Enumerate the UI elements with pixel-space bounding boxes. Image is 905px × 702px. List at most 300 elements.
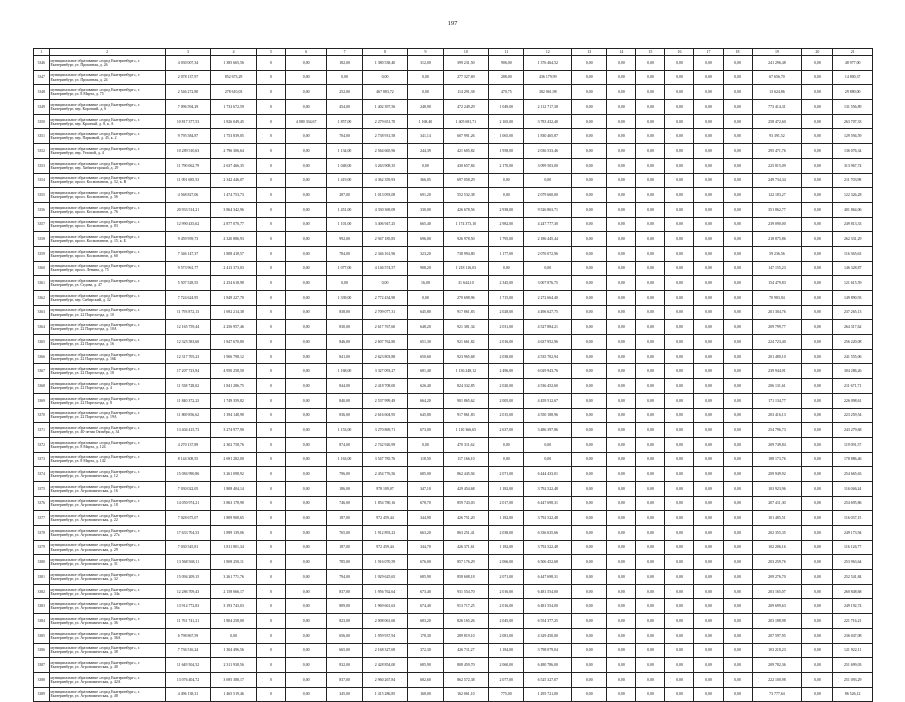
value-cell: 0,00 [636,232,665,247]
value-cell: 186,00 [327,481,362,496]
value-cell: 0,00 [802,672,833,687]
value-cell: 0,00 [802,584,833,599]
value-cell: 0,00 [636,540,665,555]
value-cell: 48 977,00 [833,56,873,71]
value-cell: 3 798 079,04 [524,643,572,658]
value-cell: 1 295 721,00 [524,687,572,702]
value-cell: 0,00 [802,349,833,364]
value-cell: 3 792 522,48 [524,481,572,496]
value-cell: 0,00 [723,232,752,247]
value-cell: 0,00 [665,246,694,261]
value-cell: 0,00 [665,129,694,144]
value-cell: 2 454 776,56 [362,467,408,482]
value-cell: 2 537 999,49 [362,393,408,408]
value-cell: 0,00 [636,202,665,217]
table-body [34,56,873,702]
value-cell: 345,00 [327,687,362,702]
row-number-cell: 3367 [34,364,50,379]
value-cell: 2 877 070,77 [211,217,257,232]
value-cell: 323,20 [408,246,443,261]
value-cell: 262 331,29 [833,232,873,247]
value-cell: 0,00 [665,70,694,85]
value-cell: 11 761 741,21 [165,614,211,629]
value-cell: 372,30 [408,643,443,658]
value-cell: 162 061,10 [443,687,489,702]
address-cell: муниципальное образование «город Екатеринбург», г. Екатеринбург, пер. Короткий, д. 6 [49,100,165,115]
value-cell: 1 077,00 [327,261,362,276]
value-cell: 426 678,56 [443,202,489,217]
value-cell: 0,00 [572,70,607,85]
column-number-13: 13 [572,49,607,56]
value-cell: 0,00 [285,305,326,320]
value-cell: 1 465 519,46 [211,687,257,702]
value-cell: 1 182,00 [489,540,524,555]
row-number-cell: 3366 [34,349,50,364]
value-cell: 0,00 [285,56,326,71]
value-cell: 13 914 772,83 [165,599,211,614]
table-row [34,423,873,438]
address-cell: муниципальное образование «город Екатеринбург», г. Екатеринбург, ул. Агрономическая, д. 36 [49,614,165,629]
value-cell: 0,00 [572,232,607,247]
value-cell: 972 459,44 [362,511,408,526]
value-cell: 0,00 [636,100,665,115]
value-cell: 0,00 [636,217,665,232]
value-cell: 14 800,37 [833,70,873,85]
value-cell: 0,00 [802,320,833,335]
value-cell: 122 183,27 [752,188,802,203]
value-cell: 0,00 [665,202,694,217]
value-cell: 838,00 [327,305,362,320]
value-cell: 6 525 327,07 [524,672,572,687]
value-cell: 0,00 [572,584,607,599]
value-cell: 366,05 [408,173,443,188]
row-number-cell: 3387 [34,658,50,673]
value-cell: 0,00 [802,70,833,85]
value-cell: 118,50 [408,452,443,467]
value-cell: 0,00 [636,526,665,541]
row-number-cell: 3355 [34,188,50,203]
table-row [34,658,873,673]
value-cell: 2 311 938,56 [211,658,257,673]
value-cell: 0,00 [802,261,833,276]
value-cell: 0,00 [636,570,665,585]
value-cell: 1 749 359,82 [211,393,257,408]
value-cell: 0,00 [723,423,752,438]
row-number-cell: 3356 [34,202,50,217]
value-cell: 1 857,00 [327,114,362,129]
value-cell: 4 568 827,06 [165,188,211,203]
row-number-cell: 3388 [34,672,50,687]
value-cell: 2 158 066,17 [211,584,257,599]
value-cell: 0,00 [285,291,326,306]
column-number-6: 6 [285,49,326,56]
value-cell: 2 165,00 [489,114,524,129]
value-cell: 187,00 [327,540,362,555]
value-cell: 207 597,95 [752,628,802,643]
value-cell: 0,00 [572,305,607,320]
value-cell: 0,00 [524,452,572,467]
value-cell: 874,00 [327,437,362,452]
value-cell: 129 594,59 [833,129,873,144]
value-cell: 6 447 698,31 [524,496,572,511]
value-cell: 0,00 [636,173,665,188]
value-cell: 1 969 661,63 [362,599,408,614]
value-cell: 4 536 452,60 [524,379,572,394]
value-cell: 863 251,41 [443,526,489,541]
value-cell: 12 286 709,43 [165,584,211,599]
value-cell: 0,00 [607,496,636,511]
value-cell: 4 535 702,94 [524,349,572,364]
address-cell: муниципальное образование «город Екатеринбург», г. Екатеринбург, ул. Агрономическая, д. 18 [49,496,165,511]
value-cell: 0,00 [607,276,636,291]
value-cell: 226 098,61 [833,393,873,408]
row-number-cell: 3368 [34,379,50,394]
value-cell: 12 317 705,23 [165,349,211,364]
value-cell: 0,00 [694,467,723,482]
value-cell: 168,00 [408,687,443,702]
value-cell: 0,00 [723,643,752,658]
value-cell: 1 153,00 [327,423,362,438]
address-cell: муниципальное образование «город Екатеринбург», г. Екатеринбург, ул. 40-летия Октября, д. 34 [49,423,165,438]
value-cell: 0 [256,614,285,629]
value-cell: 0 [256,496,285,511]
value-cell: 241 296,48 [752,56,802,71]
value-cell: 1 048,00 [327,158,362,173]
row-number-cell: 3382 [34,584,50,599]
value-cell: 0,00 [802,540,833,555]
value-cell: 0,00 [665,687,694,702]
value-cell: 258 472,60 [752,114,802,129]
value-cell: 3 263 908,35 [362,158,408,173]
value-cell: 0,00 [636,511,665,526]
value-cell: 0,00 [572,173,607,188]
value-cell: 178,30 [408,628,443,643]
address-cell: муниципальное образование «город Екатеринбург», г. Екатеринбург, ул. Прокатная, д. 26 [49,56,165,71]
value-cell: 0,00 [694,687,723,702]
value-cell: 0,00 [694,423,723,438]
value-cell: 3 547 785,76 [362,452,408,467]
value-cell: 1 808 418,57 [211,246,257,261]
row-number-cell: 3376 [34,496,50,511]
table-row [34,555,873,570]
value-cell: 0,00 [636,349,665,364]
value-cell: 288,00 [489,70,524,85]
value-cell: 0,00 [802,570,833,585]
value-cell: 0,00 [607,628,636,643]
value-cell: 1 899 139,06 [211,526,257,541]
value-cell: 852 673,29 [211,70,257,85]
value-cell: 917 861,83 [443,305,489,320]
table-row [34,85,873,100]
value-cell: 1 304 496,56 [211,643,257,658]
value-cell: 0 [256,202,285,217]
value-cell: 0,00 [572,496,607,511]
column-number-10: 10 [443,49,489,56]
value-cell: 0,00 [285,555,326,570]
value-cell: 0,00 [723,158,752,173]
value-cell: 2 020,00 [489,379,524,394]
value-cell: 0,00 [607,217,636,232]
table-row [34,628,873,643]
value-cell: 0,00 [285,570,326,585]
value-cell: 683,20 [408,614,443,629]
value-cell: 0,00 [285,188,326,203]
value-cell: 222 100,98 [752,672,802,687]
table-row [34,408,873,423]
value-cell: 0,00 [607,658,636,673]
value-cell: 808 459,70 [443,658,489,673]
value-cell: 17 207 723,94 [165,364,211,379]
value-cell: 645,80 [408,305,443,320]
value-cell: 0,00 [285,540,326,555]
value-cell: 0,00 [802,202,833,217]
value-cell: 0,00 [408,437,443,452]
value-cell: 0,00 [607,114,636,129]
value-cell: 2 960 267,84 [362,672,408,687]
value-cell: 0,00 [694,511,723,526]
value-cell: 211 671,71 [833,379,873,394]
value-cell: 249 734,34 [752,173,802,188]
value-cell: 1 065,00 [489,129,524,144]
value-cell: 0,00 [327,276,362,291]
address-cell: муниципальное образование «город Екатеринбург», г. Екатеринбург, пер. Хибиногорский, д. 29 [49,158,165,173]
value-cell: 121 615,59 [833,276,873,291]
value-cell: 0,00 [636,643,665,658]
value-cell: 6 447 698,31 [524,570,572,585]
value-cell: 430 657,84 [443,158,489,173]
table-row [34,129,873,144]
table-row [34,70,873,85]
value-cell: 1 451,00 [327,202,362,217]
value-cell: 2 038,00 [489,349,524,364]
value-cell: 1 174 373,10 [443,217,489,232]
value-cell: 0,00 [636,364,665,379]
value-cell: 0 [256,379,285,394]
value-cell: 0,00 [636,658,665,673]
value-cell: 0,00 [694,643,723,658]
value-cell: 239 090,00 [752,217,802,232]
value-cell: 0,00 [572,672,607,687]
address-cell: муниципальное образование «город Екатеринбург», г. Екатеринбург, ул. Агрономическая, д. 16 [49,481,165,496]
value-cell: 0,00 [802,555,833,570]
value-cell: 13 624,86 [752,85,802,100]
value-cell: 0,00 [694,129,723,144]
value-cell: 121 922,11 [833,643,873,658]
column-number-12: 12 [524,49,572,56]
value-cell: 0,00 [665,335,694,350]
value-cell: 3 327 093,27 [362,364,408,379]
value-cell: 59 236,56 [752,246,802,261]
value-cell: 260 848,68 [833,584,873,599]
value-cell: 0,00 [636,305,665,320]
value-cell: 3 270 869,71 [362,423,408,438]
address-cell: муниципальное образование «город Екатеринбург», г. Екатеринбург, ул. 22 Партсъезда, д. 19А [49,408,165,423]
value-cell: 0,00 [723,305,752,320]
value-cell: 7 030 545,81 [165,540,211,555]
address-cell: муниципальное образование «город Екатеринбург», г. Екатеринбург, ул. Агрономическая, д. 40 [49,658,165,673]
address-cell: муниципальное образование «город Екатеринбург», г. Екатеринбург, ул. Агрономическая, д. 36А [49,628,165,643]
value-cell: 0 [256,584,285,599]
value-cell: 0,00 [723,672,752,687]
value-cell: 0,00 [665,276,694,291]
value-cell: 0,00 [802,408,833,423]
value-cell: 0,00 [723,276,752,291]
value-cell: 341,14 [408,129,443,144]
value-cell: 809,00 [327,599,362,614]
value-cell: 0 [256,320,285,335]
value-cell: 0,00 [723,687,752,702]
value-cell: 0,00 [723,393,752,408]
value-cell: 826 165,26 [443,614,489,629]
value-cell: 0,00 [665,555,694,570]
value-cell: 0,00 [694,246,723,261]
value-cell: 607 991,26 [443,129,489,144]
value-cell: 0,00 [572,364,607,379]
value-cell: 0,00 [524,261,572,276]
value-cell: 926 978,50 [443,232,489,247]
value-cell: 673,40 [408,584,443,599]
value-cell: 0 [256,217,285,232]
address-cell: муниципальное образование «город Екатеринбург», г. Екатеринбург, ул. 22 Партсъезда, д. 8 [49,393,165,408]
value-cell: 3 261 771,76 [211,570,257,585]
value-cell: 0,00 [607,614,636,629]
address-cell: муниципальное образование «город Екатеринбург», г. Екатеринбург, ул. Агрономическая, д. 31 [49,555,165,570]
value-cell: 0,00 [572,158,607,173]
value-cell: 0,00 [802,511,833,526]
value-cell: 0,00 [285,276,326,291]
value-cell: 0,00 [665,393,694,408]
value-cell: 0,00 [607,129,636,144]
value-cell: 263 707,33 [833,114,873,129]
value-cell: 0,00 [572,217,607,232]
value-cell: 0,00 [285,614,326,629]
value-cell: 211 703,98 [833,173,873,188]
value-cell: 0,00 [694,276,723,291]
address-cell: муниципальное образование «город Екатеринбург», г. Екатеринбург, ул. Агрономическая, д. 38 [49,643,165,658]
value-cell: 0 [256,570,285,585]
table-row [34,320,873,335]
column-number-11: 11 [489,49,524,56]
value-cell: 1 218 116,03 [443,261,489,276]
value-cell: 0,00 [572,467,607,482]
value-cell: 0,00 [636,246,665,261]
value-cell: 773 414,31 [752,100,802,115]
value-cell: 2 564 665,96 [362,144,408,159]
value-cell: 844,00 [327,379,362,394]
value-cell: 0,00 [572,437,607,452]
value-cell: 253 963,64 [833,555,873,570]
value-cell: 0,00 [802,173,833,188]
value-cell: 241 555,06 [833,349,873,364]
value-cell: 278 610,03 [211,85,257,100]
value-cell: 16,00 [408,276,443,291]
value-cell: 0,00 [665,261,694,276]
table-row [34,276,873,291]
value-cell: 2 170,00 [489,158,524,173]
value-cell: 0,00 [572,526,607,541]
row-number-cell: 3357 [34,217,50,232]
value-cell: 0,00 [636,379,665,394]
value-cell: 0,00 [665,599,694,614]
value-cell: 12 325 583,60 [165,335,211,350]
row-number-cell: 3346 [34,56,50,71]
row-number-cell: 3380 [34,555,50,570]
value-cell: 3 486 397,86 [524,423,572,438]
value-cell: 0,00 [572,423,607,438]
value-cell: 0,00 [636,114,665,129]
value-cell: 2 081,00 [489,628,524,643]
value-cell: 4 459 512,67 [524,393,572,408]
value-cell: 0,00 [636,408,665,423]
value-cell: 0,00 [694,202,723,217]
value-cell: 0,00 [572,129,607,144]
value-cell: 0,00 [572,540,607,555]
value-cell: 4 550 188,96 [524,408,572,423]
value-cell: 1 692 214,38 [211,305,257,320]
value-cell: 2 796 306,64 [211,144,257,159]
value-cell: 0,00 [285,452,326,467]
column-number-17: 17 [694,49,723,56]
value-cell: 1 826 049,45 [211,114,257,129]
row-number-cell: 3359 [34,246,50,261]
address-cell: муниципальное образование «город Екатеринбург», г. Екатеринбург, ул. Прокатная, д. 24 [49,70,165,85]
value-cell: 0,00 [802,335,833,350]
value-cell: 2 077,00 [489,672,524,687]
value-cell: 704,00 [327,129,362,144]
table-row [34,261,873,276]
value-cell: 2 623 803,88 [362,349,408,364]
value-cell: 0,00 [802,467,833,482]
value-cell: 0,00 [802,217,833,232]
column-number-8: 8 [362,49,408,56]
column-number-1: 1 [34,49,50,56]
value-cell: 0,00 [694,672,723,687]
value-cell: 2 342 446,07 [211,173,257,188]
value-cell: 0,00 [694,628,723,643]
value-cell: 2 691 282,00 [211,452,257,467]
value-cell: 0,00 [802,628,833,643]
value-cell: 0,00 [607,540,636,555]
value-cell: 0,00 [636,276,665,291]
value-cell: 2 496,00 [489,364,524,379]
value-cell: 426 711,27 [443,643,489,658]
value-cell: 0 [256,70,285,85]
value-cell: 2 256 957,46 [211,320,257,335]
value-cell: 344,90 [408,511,443,526]
value-cell: 3 783 432,40 [524,114,572,129]
value-cell: 0,00 [723,85,752,100]
value-cell: 6 336 635,66 [524,526,572,541]
value-cell: 1 110 366,65 [443,423,489,438]
value-cell: 2 346 161,96 [362,246,408,261]
value-cell: 1 168,00 [327,364,362,379]
value-cell: 6 444 433,01 [524,467,572,482]
value-cell: 0,00 [723,511,752,526]
value-cell: 552 532,38 [443,188,489,203]
value-cell: 0,00 [636,188,665,203]
value-cell: 2 738 931,58 [362,129,408,144]
value-cell: 0,00 [802,526,833,541]
value-cell: 0,00 [802,56,833,71]
value-cell: 0,00 [694,261,723,276]
value-cell: 209 749,84 [752,437,802,452]
value-cell: 7 096 594,29 [165,100,211,115]
value-cell: 1 929 625,65 [362,570,408,585]
value-cell: 0 [256,144,285,159]
value-cell: 203 165,07 [752,584,802,599]
value-cell: 0,00 [572,452,607,467]
value-cell: 73 777,64 [752,687,802,702]
